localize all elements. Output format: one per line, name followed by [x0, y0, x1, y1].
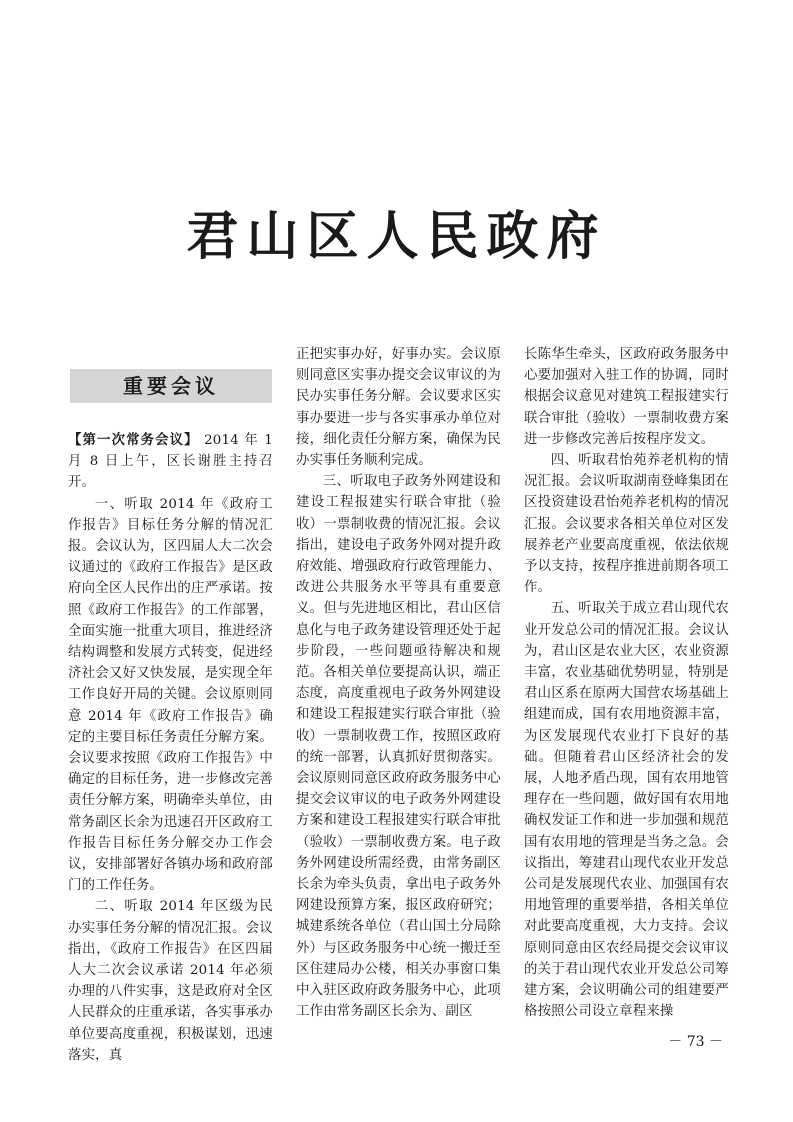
paragraph-2: 二、听取 2014 年区级为民办实事任务分解的情况汇报。会议指出，《政府工作报告》在区四届人大二次会议承诺 2014 年必须办理的八件实事，这是政府对全区人民群众的庄重承诺，各实事承办单位要高度重视，积极谋划，迅速落实，真	[68, 899, 273, 1063]
meeting-label: 【第一次常务会议】	[68, 432, 199, 448]
paragraph-5: 五、听取关于成立君山现代农业开发总公司的情况汇报。会议认为，君山区是农业大区，农业资源丰富，农业基础优势明显，特别是君山区系在原两大国营农场基础上组建而成，国有农用地资源丰富，为区发展现代农业打下良好的基础。但随着君山区经济社会的发展，人地矛盾凸现，国有农用地管理存在一些问题，做好国有农用地确权发证工作和进一步加强和规范国有农用地的管理是当务之急。会议指出，筹建君山现代农业开发总公司是发展现代农业、加强国有农用地管理的重要举措，各相关单位对此要高度重视，大力支持。会议原则同意由区农经局提交会议审议的关于君山现代农业开发总公司筹建方案，会议明确公司的组建要严格按照公司设立章程来操	[524, 601, 729, 1020]
text-column-1	[68, 430, 273, 1066]
section-heading: 重要会议	[70, 369, 272, 403]
paragraph-3-cont: 长陈华生牵头，区政府政务服务中心要加强对入驻工作的协调，同时根据会议意见对建筑工程报建实行联合审批（验收）一票制收费方案进一步修改完善后按程序发文。	[524, 347, 729, 447]
paragraph-1: 一、听取 2014 年《政府工作报告》目标任务分解的情况汇报。会议认为，区四届人大二次会议通过的《政府工作报告》是区政府向全区人民作出的庄严承诺。按照《政府工作报告》的工作部署，全面实施一批重大项目，推进经济结构调整和发展方式转变，促进经济社会又好又快发展，是实现全年工作良好开局的关键。会议原则同意 2014 年《政府工作报告》确定的主要目标任务责任分解方案。会议要求按照《政府工作报告》中确定的目标任务，进一步修改完善责任分解方案，明确牵头单位，由常务副区长余为迅速召开区政府工作报告目标任务分解交办工作会议，安排部署好各镇办场和政府部门的工作任务。	[68, 496, 273, 894]
paragraph-4: 四、听取君怡苑养老机构的情况汇报。会议听取湖南登峰集团在区投资建设君怡苑养老机构的情况汇报。会议要求各相关单位对区发展养老产业要高度重视，依法依规予以支持，按程序推进前期各项工作。	[524, 453, 729, 596]
meeting-intro	[68, 430, 273, 494]
paragraph-2-cont: 正把实事办好，好事办实。会议原则同意区实事办提交会议审议的为民办实事任务分解。会议要求区实事办要进一步与各实事承办单位对接，细化责任分解方案，确保为民办实事任务顺利完成。	[296, 347, 501, 469]
paragraph-3: 三、听取电子政务外网建设和建设工程报建实行联合审批（验收）一票制收费的情况汇报。会议指出，建设电子政务外网对提升政府效能、增强政府行政管理能力、改进公共服务水平等具有重要意义。但与先进地区相比，君山区信息化与电子政务建设管理还处于起步阶段，一些问题亟待解决和规范。各相关单位要提高认识，端正态度，高度重视电子政务外网建设和建设工程报建实行联合审批（验收）一票制收费工作，按照区政府的统一部署，认真抓好贯彻落实。会议原则同意区政府政务服务中心提交会议审议的电子政务外网建设方案和建设工程报建实行联合审批（验收）一票制收费方案。电子政务外网建设所需经费，由常务副区长余为牵头负责，拿出电子政务外网建设预算方案，报区政府研究；城建系统各单位（君山国土分局除外）与区政务服务中心统一搬迁至区住建局办公楼，相关办事窗口集中入驻区政府政务服务中心，此项工作由常务副区长余为、副区	[296, 474, 501, 1020]
text-column-3	[524, 344, 729, 1023]
page-title: 君山区人民政府	[186, 206, 607, 267]
page-number: － 73 －	[668, 1034, 723, 1050]
text-column-2	[296, 344, 501, 1023]
meeting-intro-text: 2014 年 1 月 8 日上午，区长谢胜主持召开。	[68, 433, 273, 491]
